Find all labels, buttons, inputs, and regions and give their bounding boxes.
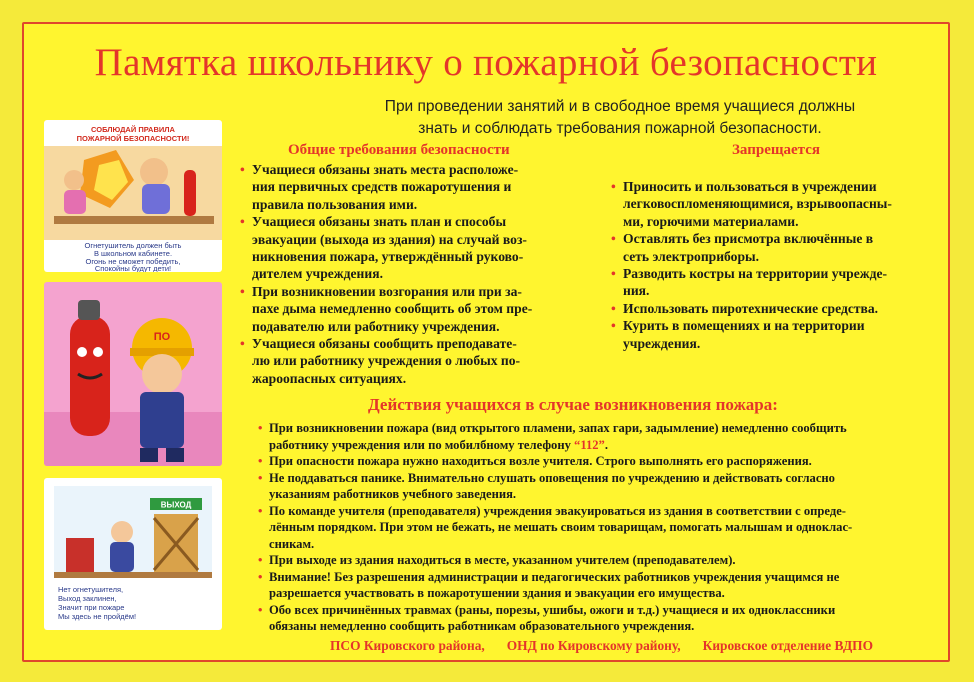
list-item-line: • При возникновении пожара (вид открытого пламени, запах гари, задымление) немедленно сообщить <box>269 421 847 435</box>
list-item-line: • Учащиеся обязаны знать места расположе- <box>252 162 519 177</box>
subtitle-line: При проведении занятий и в свободное время учащиеся должны <box>384 98 856 115</box>
list-item-line: • Приносить и пользоваться в учреждении <box>623 179 877 194</box>
list-item <box>240 161 570 213</box>
forbidden-heading: Запрещается <box>732 142 821 158</box>
list-item <box>611 317 941 352</box>
list-item-line: разрешается участвовать в пожаротушении здания и эвакуации его имущества. <box>269 586 725 600</box>
actions-list <box>258 420 948 635</box>
list-item-line: • При возникновении возгорания или при за- <box>252 283 522 299</box>
list-item-line: дителем учреждения. <box>252 266 383 282</box>
actions-heading: Действия учащихся в случае возникновения пожара: <box>368 395 778 414</box>
list-item <box>258 552 948 569</box>
list-item-line: • Внимание! Без разрешения администрации и педагогических работников учреждения учащимся не <box>269 569 840 584</box>
footer-org: Кировское отделение ВДПО <box>702 638 873 653</box>
list-item-line: сникам. <box>269 536 315 551</box>
poster-bottom-verse: Выход заклинен, <box>58 594 117 603</box>
list-item-line: подавателю или работнику учреждения. <box>252 318 500 334</box>
general-heading: Общие требования безопасности <box>288 142 510 158</box>
list-item-line: • Не поддаваться панике. Внимательно слушать оповещения по учреждению и действовать согласно <box>269 470 835 485</box>
list-item-line: сеть электроприборы. <box>623 248 760 264</box>
forbidden-list-block <box>611 178 941 352</box>
subtitle <box>320 96 920 140</box>
poster-bottom-verse: Значит при пожаре <box>58 603 125 612</box>
list-item <box>611 300 941 317</box>
list-item <box>258 470 948 503</box>
list-item-line: • Разводить костры на территории учрежде- <box>623 266 888 282</box>
poster-top-heading: СОБЛЮДАЙ ПРАВИЛА <box>91 125 175 134</box>
list-item-line: • Учащиеся обязаны сообщить преподавате- <box>252 336 517 352</box>
list-item-line: обязаны немедленно сообщить работникам образовательного учреждения. <box>269 619 695 633</box>
poster-top-verse: Спокойны будут дети! <box>94 264 172 272</box>
list-item-line: жароопасных ситуациях. <box>252 370 407 386</box>
list-item-line: • По команде учителя (преподавателя) учреждения эвакуироваться из здания в соответствии с опреде- <box>269 503 846 518</box>
list-item-line: ния первичных средств пожаротушения и <box>252 179 512 195</box>
poster-top-heading: ПОЖАРНОЙ БЕЗОПАСНОСТИ! <box>76 134 190 143</box>
list-item-line: • Использовать пиротехнические средства. <box>623 300 879 316</box>
extinguisher-icon <box>184 170 196 216</box>
fire-actions <box>258 420 948 635</box>
poster-bottom-verse: Нет огнетушителя, <box>58 585 124 594</box>
footer-organizations <box>330 638 930 654</box>
general-requirements <box>240 161 570 387</box>
forbidden-list <box>611 178 941 352</box>
list-item <box>611 265 941 300</box>
list-item <box>258 453 948 470</box>
emergency-phone: “112” <box>574 437 605 452</box>
list-item-line: лю или работнику учреждения о любых по- <box>252 353 521 369</box>
poster-top-verse: Огонь не сможет победить, <box>85 257 181 266</box>
list-item-line: • При опасности пожара нужно находиться возле учителя. Строго выполнять его распоряжения. <box>269 454 812 468</box>
list-item-line: • При выходе из здания находиться в месте, указанном учителем (преподавателем). <box>269 553 736 567</box>
poster-extinguisher-firefighter <box>44 282 222 466</box>
list-item <box>258 569 948 602</box>
poster-top-verse: В школьном кабинете. <box>93 249 173 258</box>
list-item-line: ния. <box>623 283 650 299</box>
extinguisher-character-icon <box>70 316 110 436</box>
list-item-line: пахе дыма немедленно сообщить об этом пре- <box>252 301 533 317</box>
list-item-line: • Учащиеся обязаны знать план и способы <box>252 214 507 230</box>
subtitle-line: знать и соблюдать требования пожарной безопасности. <box>418 120 822 137</box>
list-item-line: учреждения. <box>623 335 701 351</box>
list-item <box>240 283 570 335</box>
list-item: • При возникновении пожара (вид открытого пламени, запах гари, задымление) немедленно сообщить работнику учреждения или по мобилбному телефону “112”. <box>258 420 948 453</box>
general-list <box>240 161 570 387</box>
exit-sign: ВЫХОД <box>160 500 192 510</box>
list-item-line: легковоспломеняющимися, взрывоопасны- <box>623 196 892 212</box>
list-item <box>611 230 941 265</box>
page-title: Памятка школьнику о пожарной безопасности <box>94 41 878 84</box>
poster-bottom-verse: Мы здесь не пройдём! <box>58 612 137 621</box>
list-item <box>611 178 941 230</box>
list-item-line: эвакуации (выхода из здания) на случай воз- <box>252 231 527 247</box>
list-item-line: • Курить в помещениях и на территории <box>623 318 865 334</box>
list-item <box>258 503 948 553</box>
list-item <box>258 602 948 635</box>
list-item-line: лённым порядком. При этом не бежать, не мешать своим товарищам, помогать малышам и однoклас- <box>269 520 853 534</box>
list-item-line: • Оставлять без присмотра включённые в <box>623 231 874 247</box>
list-item <box>240 213 570 283</box>
list-item-line: правила пользования ими. <box>252 196 418 212</box>
list-item-line: никновения пожара, утверждённый руково- <box>252 249 524 265</box>
list-item-line: работнику учреждения или по мобилбному телефону <box>269 437 571 452</box>
poster-blocked-exit <box>44 478 222 630</box>
list-item <box>240 335 570 387</box>
list-item-line: указаниям работников учебного заведения. <box>269 487 517 501</box>
list-item-line: • Обо всех причинённых травмах (раны, порезы, ушибы, ожоги и т.д.) учащиеся и их одноклассники <box>269 602 836 617</box>
helmet-text: ПО <box>153 331 171 343</box>
list-item-line: ми, горючими материалами. <box>623 213 799 229</box>
poster-top-verse: Огнетушитель должен быть <box>84 241 182 250</box>
footer-org: ПСО Кировского района, <box>330 638 485 653</box>
footer-org: ОНД по Кировскому району, <box>506 638 681 653</box>
poster-extinguisher-classroom <box>44 120 222 272</box>
extinguisher-icon <box>66 538 94 572</box>
